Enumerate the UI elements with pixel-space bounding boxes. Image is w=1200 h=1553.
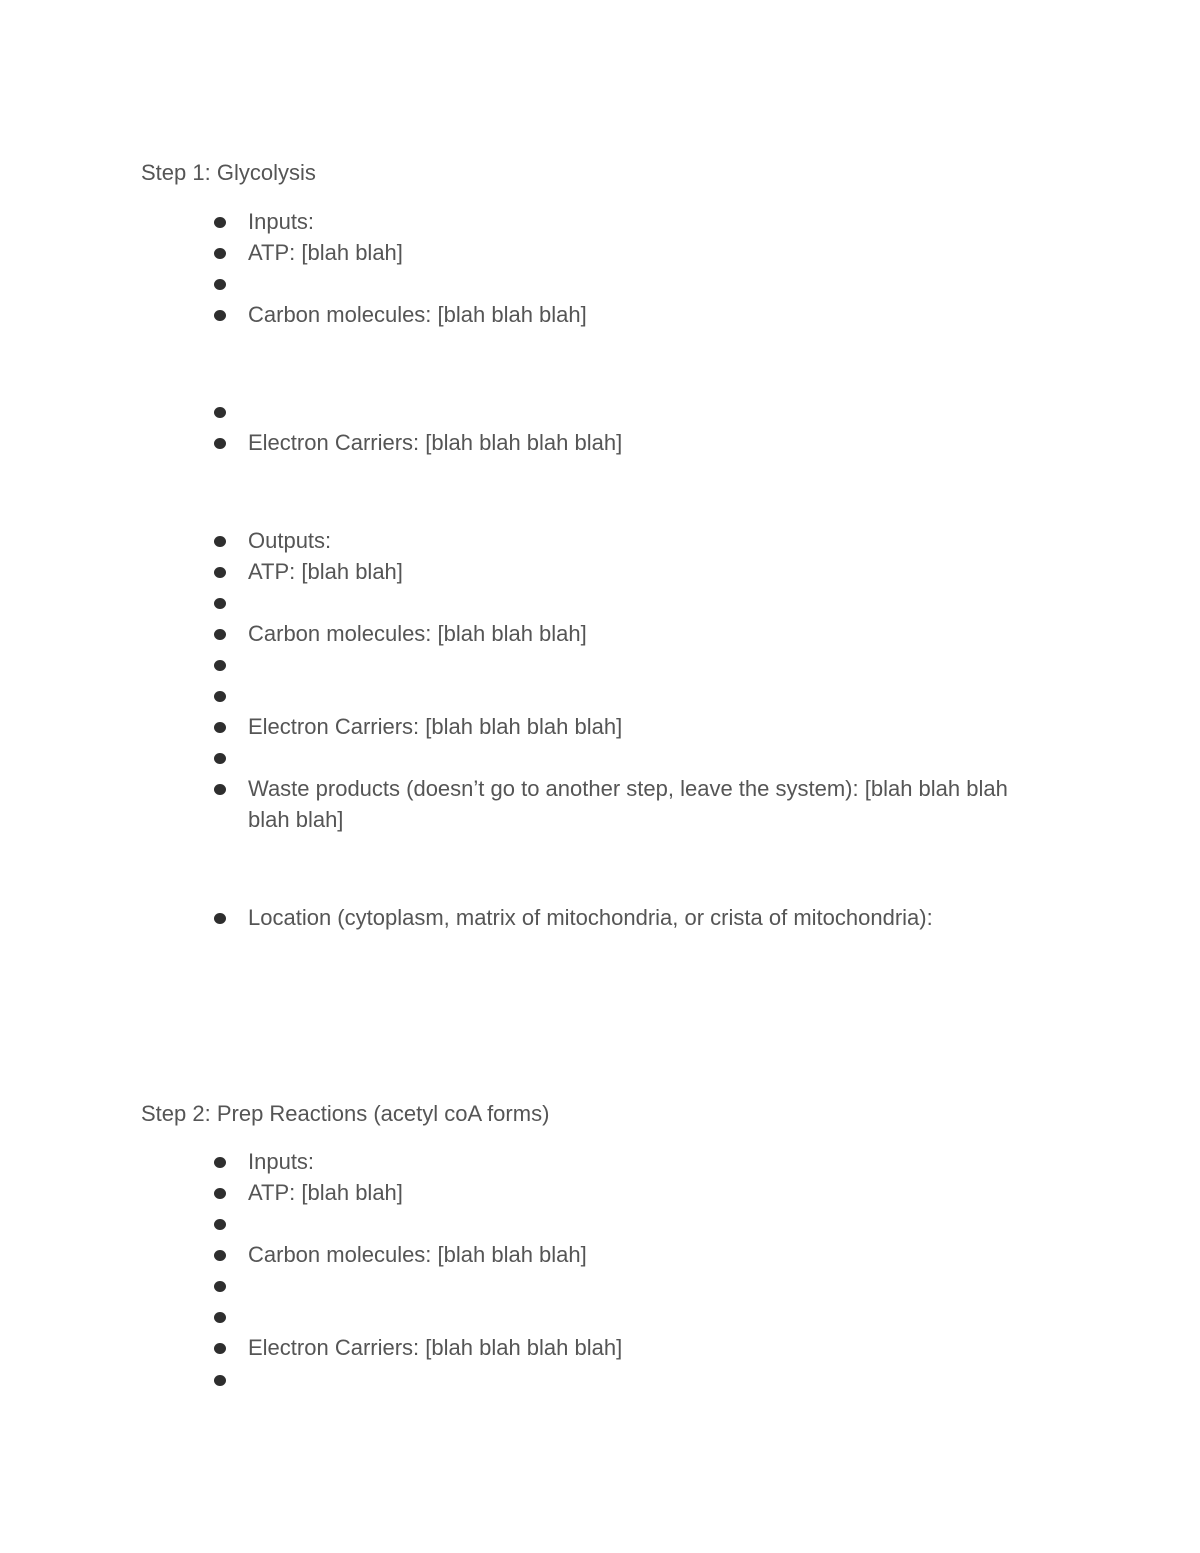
bullet-icon	[214, 629, 226, 640]
bullet-icon	[214, 248, 226, 259]
step1-outputs-label: Outputs:	[248, 528, 332, 553]
step1-outputs-electron: Electron Carriers: [blah blah blah blah]	[248, 714, 623, 739]
step2-inputs-electron: Electron Carriers: [blah blah blah blah]	[248, 1335, 623, 1360]
step1-inputs-carbon: Carbon molecules: [blah blah blah]	[248, 302, 587, 327]
bullet-icon	[214, 753, 226, 764]
bullet-icon	[214, 1250, 226, 1261]
bullet-icon	[214, 536, 226, 547]
bullet-icon	[214, 722, 226, 733]
bullet-icon	[214, 1375, 226, 1386]
bullet-icon	[214, 1219, 226, 1230]
step2-inputs-label: Inputs:	[248, 1149, 315, 1174]
step1-inputs-atp: ATP: [blah blah]	[248, 240, 403, 265]
step1-outputs-atp: ATP: [blah blah]	[248, 559, 403, 584]
step1-inputs-label: Inputs:	[248, 209, 315, 234]
bullet-icon	[214, 1281, 226, 1292]
step1-inputs-electron: Electron Carriers: [blah blah blah blah]	[248, 430, 623, 455]
step1-outputs-carbon: Carbon molecules: [blah blah blah]	[248, 621, 587, 646]
bullet-icon	[214, 691, 226, 702]
bullet-icon	[214, 310, 226, 321]
bullet-icon	[214, 598, 226, 609]
step1-waste-products: Waste products (doesn’t go to another step, leave the system): [blah blah blah blah blah]	[248, 776, 1008, 832]
bullet-icon	[214, 660, 226, 671]
bullet-icon	[214, 279, 226, 290]
step2-inputs-carbon: Carbon molecules: [blah blah blah]	[248, 1242, 587, 1267]
bullet-icon	[214, 1157, 226, 1168]
bullet-icon	[214, 407, 226, 418]
bullet-icon	[214, 784, 226, 795]
bullet-icon	[214, 438, 226, 449]
step2-inputs-atp: ATP: [blah blah]	[248, 1180, 403, 1205]
bullet-icon	[214, 1188, 226, 1199]
bullet-icon	[214, 1343, 226, 1354]
bullet-icon	[214, 567, 226, 578]
bullet-icon	[214, 217, 226, 228]
step1-location: Location (cytoplasm, matrix of mitochondria, or crista of mitochondria):	[248, 905, 933, 930]
step1-heading: Step 1: Glycolysis	[141, 160, 316, 185]
step2-heading: Step 2: Prep Reactions (acetyl coA forms)	[141, 1101, 550, 1126]
bullet-icon	[214, 1312, 226, 1323]
bullet-icon	[214, 913, 226, 924]
